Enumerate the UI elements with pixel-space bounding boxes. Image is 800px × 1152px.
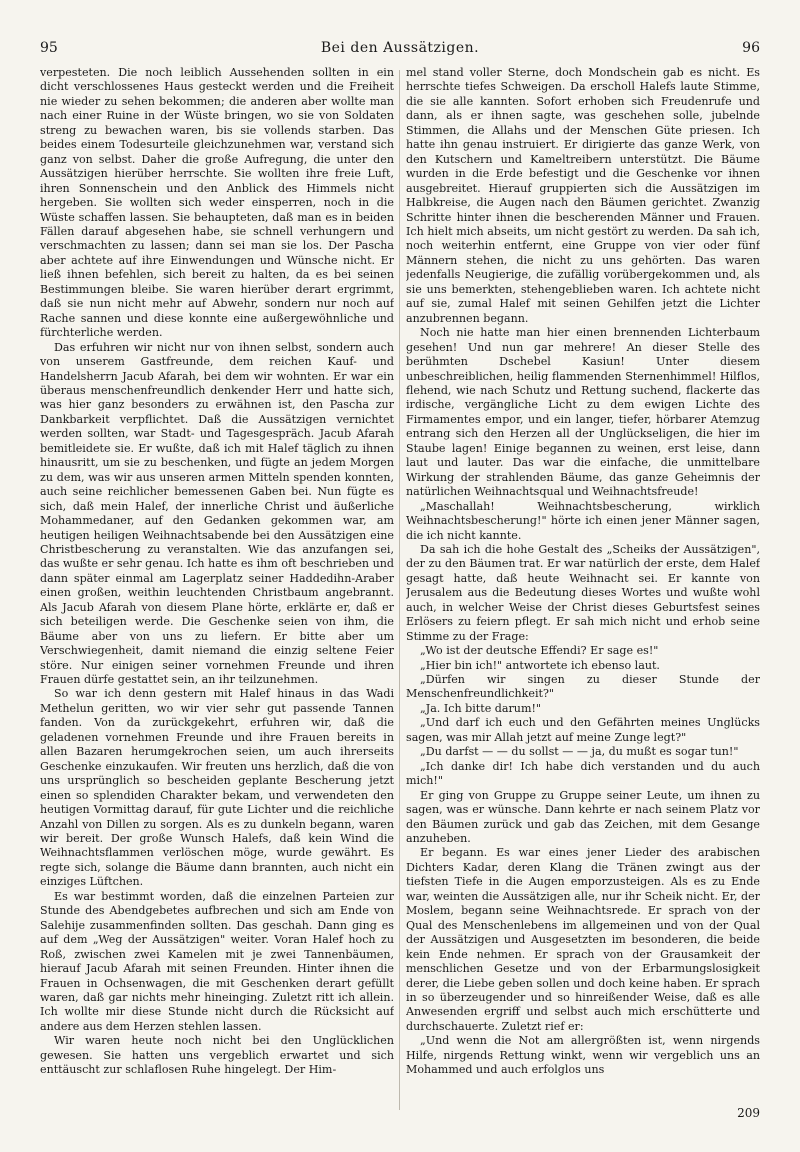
paragraph: Noch nie hatte man hier einen brennenden Lichterbaum gesehen! Und nun gar mehrere! An dieser Stelle des berühmten Dschebel Kasiun! Unter diesem unbeschreiblichen, heilig flammenden Sternenhimmel! Hilflos, flehend, wie nach Schutz und Rettung suchend, flackerte das irdische, vergängliche Licht zu dem ewigen Lichte des Firmamentes empor, und ein langer, tiefer, hörbarer Atemzug entrang sich den Herzen all der Unglückseligen, die hier im Staube lagen! Einige begannen zu weinen, erst leise, dann laut und lauter. Das war die einfache, die unmittelbare Wirkung der strahlenden Bäume, das ganze Geheimnis der natürlichen Weihnachtsqual und Weihnachtsfreude! <box>406 326 760 499</box>
paragraph: „Du darfst — — du sollst — — ja, du mußt es sogar tun!" <box>420 745 739 759</box>
right-column <box>406 66 760 1126</box>
paragraph: So war ich denn gestern mit Halef hinaus in das Wadi Methelun geritten, wo wir vier sehr gut passende Tannen fanden. Von da zurückgekehrt, erfuhren wir, daß die geladenen vornehmen Freunde und ihre Frauen bereits in allen Bazaren herumgekrochen seien, um auch ihrerseits Geschenke einzukaufen. Wir freuten uns herzlich, daß die von uns ursprünglich so bescheiden geplante Bescherung jetzt einen so splendiden Charakter bekam, und verwendeten den heutigen Vormittag darauf, für gute Lichter und die reichliche Anzahl von Dillen zu sorgen. Als es zu dunkeln begann, waren wir bereit. Der große Wunsch Halefs, daß kein Wind die Weihnachtsflammen verlöschen möge, wurde gewährt. Es regte sich, solange die Bäume dann brannten, auch nicht ein einziges Lüftchen. <box>40 687 394 889</box>
running-title: Bei den Aussätzigen. <box>320 40 480 56</box>
paragraph: „Und darf ich euch und den Gefährten meines Unglücks sagen, was mir Allah jetzt auf meine Zunge legt?" <box>406 716 760 744</box>
paragraph: Er begann. Es war eines jener Lieder des arabischen Dichters Kadar, deren Klang die Tränen zwingt aus der tiefsten Tiefe in die Augen emporzusteigen. Als es zu Ende war, weinten die Aussätzigen alle, nur ihr Scheik nicht. Er, der Moslem, begann seine Weihnachtsrede. Er sprach von der Qual des Menschenlebens im allgemeinen und von der Qual der Aussätzigen und Ausgesetzten im besonderen, die beide kein Ende nehmen. Er sprach von der Grausamkeit der menschlichen Gesetze und von der Erbarmungslosigkeit derer, die Liebe geben sollen und doch keine haben. Er sprach in so überzeugender und so hinreißender Weise, daß es alle Anwesenden ergriff und selbst auch mich erschütterte und durchschauerte. Zuletzt rief er: <box>406 846 760 1033</box>
paragraph: Wir waren heute noch nicht bei den Unglücklichen gewesen. Sie hatten uns vergeblich erwartet und sich enttäuscht zur schlaflosen Ruhe hingelegt. Der Him- <box>40 1034 394 1077</box>
running-header <box>40 40 760 62</box>
paragraph: Es war bestimmt worden, daß die einzelnen Parteien zur Stunde des Abendgebetes aufbrechen und sich am Ende von Salehije zusammenfinden sollten. Das geschah. Dann ging es auf dem „Weg der Aussätzigen" weiter. Voran Halef hoch zu Roß, zwischen zwei Kamelen mit je zwei Tannenbäumen, hierauf Jacub Afarah mit seinen Freunden. Hinter ihnen die Frauen in Ochsenwagen, die mit Geschenken derart gefüllt waren, daß gar nichts mehr hineinging. Zuletzt ritt ich allein. Ich wollte mir diese Stunde nicht durch die Rücksicht auf andere aus dem Herzen stehlen lassen. <box>40 889 394 1033</box>
paragraph: „Und wenn die Not am allergrößten ist, wenn nirgends Hilfe, nirgends Rettung winkt, wenn wir vergeblich uns an Mohammed und auch erfolglos uns <box>406 1034 760 1077</box>
page-number-left: 95 <box>40 40 58 56</box>
paragraph: Das erfuhren wir nicht nur von ihnen selbst, sondern auch von unserem Gastfreunde, dem reichen Kauf- und Handelsherrn Jacub Afarah, bei dem wir wohnten. Er war ein überaus menschenfreundlich denkender Herr und hatte sich, was hier ganz besonders zu erwähnen ist, den Pascha zur Dankbarkeit verpflichtet. Daß die Aussätzigen vernichtet werden sollten, war Stadt- und Tagesgespräch. Jacub Afarah bemitleidete sie. Er wußte, daß ich mit Halef täglich zu ihnen hinausritt, um sie zu beschenken, und fügte an jedem Morgen zu dem, was wir aus unseren armen Mitteln spenden konnten, auch seine reichlicher bemessenen Gaben bei. Nun fügte es sich, daß mein Halef, der innerliche Christ und äußerliche Mohammedaner, auf den Gedanken gekommen war, am heutigen heiligen Weihnachtsabende bei den Aussätzigen eine Christbescherung zu veranstalten. Wie das anzufangen sei, das wußte er sehr genau. Ich hatte es ihm oft beschrieben und dann später einmal am Lagerplatz seiner Haddedihn-Araber einen großen, weithin leuchtenden Christbaum angebrannt. Als Jacub Afarah von diesem Plane hörte, erklärte er, daß er sich beteiligen werde. Die Geschenke seien von ihm, die Bäume aber von uns zu liefern. Er bitte aber um Verschwiegenheit, damit niemand die einzig seltene Feier störe. Nur einigen seiner vornehmen Freunde und ihren Frauen dürfe gestattet sein, an ihr teilzunehmen. <box>40 340 394 687</box>
page-number-right: 96 <box>742 40 760 56</box>
paragraph: „Maschallah! Weihnachtsbescherung, wirklich Weihnachtsbescherung!" hörte ich einen jener Männer sagen, die ich nicht kannte. <box>406 499 760 542</box>
paragraph: mel stand voller Sterne, doch Mondschein gab es nicht. Es herrschte tiefes Schweigen. Da erscholl Halefs laute Stimme, die sie alle kannten. Sofort erhoben sich Freudenrufe und dann, als er ihnen sagte, was geschehen solle, jubelnde Stimmen, die Allahs und der Menschen Güte priesen. Ich hatte ihn genau instruiert. Er dirigierte das ganze Werk, von den Kutschern und Kameltreibern unterstützt. Die Bäume wurden in die Erde befestigt und die Geschenke vor ihnen ausgebreitet. Hierauf gruppierten sich die Aussätzigen im Halbkreise, die Augen nach den Bäumen gerichtet. Zwanzig Schritte hinter ihnen die bescherenden Männer und Frauen. Ich hielt mich abseits, um nicht gestört zu werden. Da sah ich, noch weiterhin entfernt, eine Gruppe von vier oder fünf Männern stehen, die nicht zu uns gehörten. Das waren jedenfalls Neugierige, die zufällig vorübergekommen und, als sie uns bemerkten, stehengeblieben waren. Ich achtete nicht auf sie, zumal Halef mit seinen Gehilfen jetzt die Lichter anzubrennen begann. <box>406 66 760 325</box>
paragraph: „Hier bin ich!" antwortete ich ebenso laut. <box>420 658 660 672</box>
paragraph: „Wo ist der deutsche Effendi? Er sage es!" <box>420 644 659 658</box>
paragraph: „Ich danke dir! Ich habe dich verstanden und du auch mich!" <box>406 759 760 788</box>
paragraph: Da sah ich die hohe Gestalt des „Scheiks der Aussätzigen", der zu den Bäumen trat. Er war natürlich der erste, dem Halef gesagt hatte, daß heute Weihnacht sei. Er kannte von Jerusalem aus die Bedeutung dieses Wortes und wußte wohl auch, in welcher Weise der Christ dieses Geburtsfest seines Erlösers zu feiern pflegt. Er sah mich nicht und erhob seine Stimme zu der Frage: <box>406 542 760 643</box>
column-divider <box>399 70 400 1110</box>
left-column <box>40 66 394 1126</box>
paragraph: „Ja. Ich bitte darum!" <box>420 701 542 715</box>
signature-mark: 209 <box>737 1106 760 1120</box>
paragraph: „Dürfen wir singen zu dieser Stunde der Menschenfreundlichkeit?" <box>406 673 760 701</box>
paragraph: Er ging von Gruppe zu Gruppe seiner Leute, um ihnen zu sagen, was er wünsche. Dann kehrte er nach seinem Platz vor den Bäumen zurück und gab das Zeichen, mit dem Gesange anzuheben. <box>406 788 760 846</box>
paragraph: verpesteten. Die noch leiblich Aussehenden sollten in ein dicht verschlossenes Haus gesteckt werden und die Freiheit nie wieder zu sehen bekommen; die anderen aber wollte man nach einer Ruine in der Wüste bringen, wo sie von Soldaten streng zu bewachen waren, bis sie vollends starben. Das beides einem Todesurteile gleichzunehmen war, verstand sich ganz von selbst. Daher die große Aufregung, die unter den Aussätzigen hierüber herrschte. Sie wollten ihre freie Luft, ihren Sonnenschein und den Anblick des Himmels nicht hergeben. Sie wollten sich weder einsperren, noch in die Wüste schaffen lassen. Sie behaupteten, daß man es in beiden Fällen darauf abgesehen habe, sie schnell verhungern und verschmachten zu lassen; dann sei man sie los. Der Pascha aber achtete auf ihre Einwendungen und Wünsche nicht. Er ließ ihnen befehlen, sich bereit zu halten, da es bei seinen Bestimmungen bleibe. Sie waren hierüber derart ergrimmt, daß sie nun nicht mehr auf Abwehr, sondern nur noch auf Rache sannen und diese konnte eine außergewöhnliche und fürchterliche werden. <box>40 66 394 340</box>
